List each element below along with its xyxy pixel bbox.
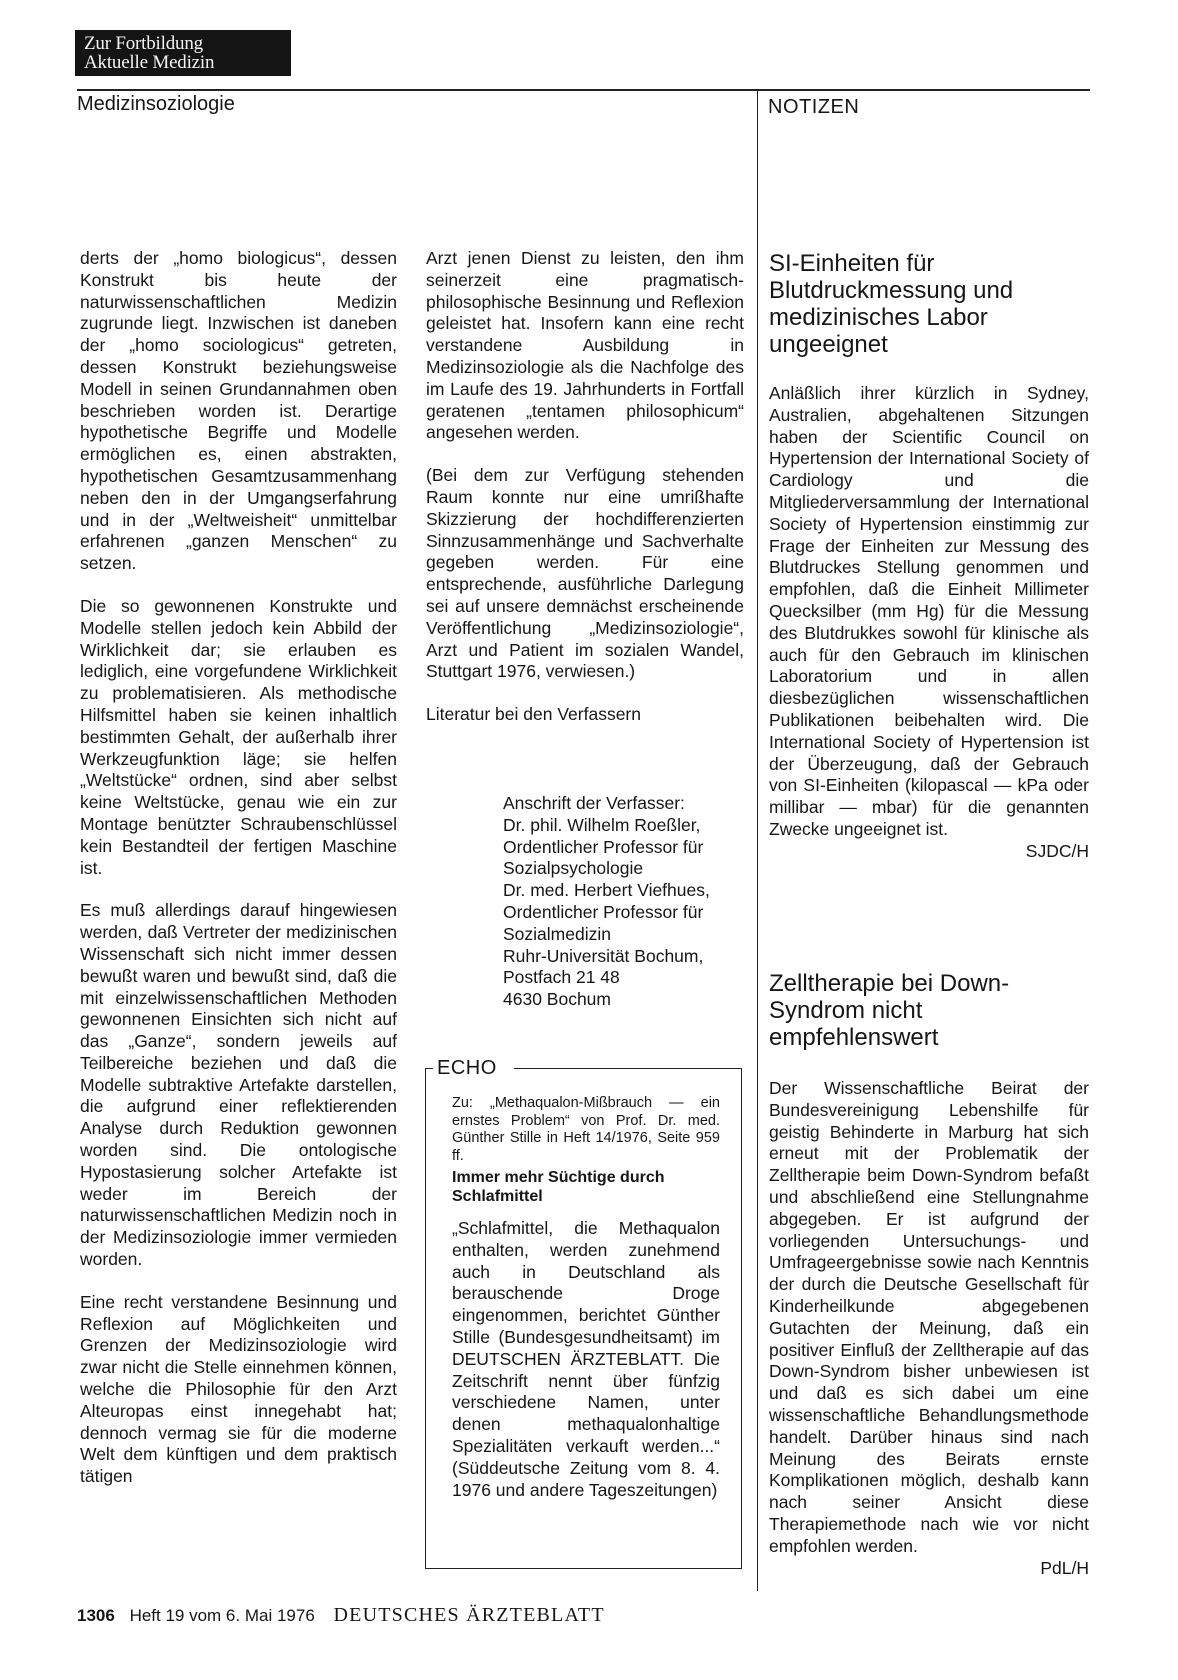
- notes-label: NOTIZEN: [768, 96, 860, 118]
- article-text: Der Wissenschaftliche Beirat der Bundesvereinigung Lebenshilfe für geistig Behinderte in Marburg hat sich erneut mit der Problematik der Zelltherapie beim Down-Syndrom befaßt und abschließend eine Stellungnahme abgegeben. Er ist aufgrund der vorliegenden Untersuchungs- und Umfrageergebnisse sowie nach Kenntnis der durch die Deutsche Gesellschaft für Kinderheilkunde abgegebenen Gutachten der Meinung, daß ein positiver Einfluß der Zelltherapie auf das Down-Syndrom bisher unbewiesen ist und daß es sich dabei um eine wissenschaftliche Behandlungsmethode handelt. Darüber hinaus sind nach Meinung des Beirats ernste Komplikationen möglich, deshalb kann nach seiner Ansicht diese Therapiemethode nach wie vor nicht empfohlen werden.: [769, 1078, 1089, 1556]
- address-line: Dr. phil. Wilhelm Roeßler,: [503, 814, 701, 835]
- address-line: Sozialmedizin: [503, 923, 611, 944]
- paragraph: Arzt jenen Dienst zu leisten, den ihm seinerzeit eine pragmatisch-philosophische Besinnung und Reflexion geleistet hat. Insofern kann eine recht verstandene Ausbildung in Medizinsoziologie als die Nachfolge des im Laufe des 19. Jahrhunderts in Fortfall geratenen „tentamen philosophicum“ angesehen werden.: [426, 248, 744, 443]
- article-headline: Zelltherapie bei Down-Syndrom nicht empfehlenswert: [769, 970, 1010, 1051]
- address-line: Ruhr-Universität Bochum,: [503, 945, 704, 966]
- echo-headline: Immer mehr Süchtige durch Schlafmittel: [452, 1169, 665, 1205]
- paragraph: Eine recht verstandene Besinnung und Reflexion auf Möglichkeiten und Grenzen der Medizinsoziologie wird zwar nicht die Stelle einnehmen können, welche die Philosophie für den Arzt Alteuropas einst innegehabt hat; dennoch vermag sie für die moderne Welt dem künftigen und dem praktisch tätigen: [80, 1291, 397, 1487]
- section-title: Medizinsoziologie: [77, 93, 235, 115]
- paragraph: derts der „homo biologicus“, dessen Konstrukt bis heute der naturwissenschaftlichen Medizin zugrunde liegt. Inzwischen ist daneben der „homo sociologicus“ getreten, dessen Konstrukt beziehungsweise Modell in seinen Grundannahmen oben beschrieben worden ist. Derartige hypothetische Begriffe und Modelle ermöglichen es, einen abstrakten, hypothetischen Gesamtzusammenhang neben den in der Umgangserfahrung und in der „Weltweisheit“ unmittelbar erfahrenen „ganzen Menschen“ zu setzen.: [80, 248, 397, 574]
- echo-box-top-rule: [514, 1068, 741, 1069]
- notes-article-2-body: [769, 1078, 1089, 1579]
- notes-article-2-title: [769, 970, 1089, 1051]
- author-address: [503, 793, 743, 1011]
- address-line: Anschrift der Verfasser:: [503, 793, 685, 813]
- article-column-1: [80, 248, 397, 1509]
- badge-line-2: Aktuelle Medizin: [84, 52, 215, 73]
- page-footer: [77, 1604, 605, 1627]
- issue-info: Heft 19 vom 6. Mai 1976: [129, 1606, 315, 1625]
- author-signature: SJDC/H: [1025, 840, 1089, 861]
- address-line: Dr. med. Herbert Viefhues,: [503, 880, 710, 901]
- paragraph: Die so gewonnenen Konstrukte und Modelle stellen jedoch kein Abbild der Wirklichkeit dar; sie erlauben es lediglich, eine vorgefundene Wirklichkeit zu problematisieren. Als methodische Hilfsmittel haben sie keinen inhaltlich bestimmten Gehalt, der außerhalb ihrer Werkzeugfunktion läge; sie helfen „Weltstücke“ ordnen, sind aber selbst keine Weltstücke, genau wie ein zur Montage benützter Schraubenschlüssel kein Bestandteil der fertigen Maschine ist.: [80, 595, 397, 878]
- address-line: Ordentlicher Professor für: [503, 901, 704, 922]
- paragraph: (Bei dem zur Verfügung stehenden Raum konnte nur eine umrißhafte Skizzierung der hochdifferenzierten Sinnzusammenhänge und Sachverhalte gegeben werden. Für eine entsprechende, ausführliche Darlegung sei auf unsere demnächst erscheinende Veröffentlichung „Medizinsoziologie“, Arzt und Patient im sozialen Wandel, Stuttgart 1976, verwiesen.): [426, 465, 744, 682]
- address-line: Sozialpsychologie: [503, 858, 644, 879]
- section-badge: [75, 30, 291, 76]
- paragraph: Es muß allerdings darauf hingewiesen werden, daß Vertreter der medizinischen Wissenschaft sich nicht immer dessen bewußt waren und bewußt sind, daß die mit einzelwissenschaftlichen Methoden gewonnenen Einsichten sich nicht auf das „Ganze“, sondern jeweils auf Teilbereiche beziehen und daß die Modelle subtraktive Artefakte darstellen, die aufgrund einer reflektierenden Analyse durch Reduktion gewonnen worden sind. Die ontologische Hypostasierung solcher Artefakte ist weder im Bereich der naturwissenschaftlichen Medizin noch in der Medizinsoziologie immer vermieden worden.: [80, 900, 397, 1270]
- echo-box-top-rule: [425, 1068, 433, 1069]
- address-line: Postfach 21 48: [503, 967, 620, 988]
- header-rule: [77, 89, 1090, 91]
- literature-note: Literatur bei den Verfassern: [426, 704, 641, 725]
- echo-body: „Schlafmittel, die Methaqualon enthalten, werden zunehmend auch in Deutschland als berauschende Droge eingenommen, berichtet Günther Stille (Bundesgesundheitsamt) im DEUTSCHEN ÄRZTEBLATT. Die Zeitschrift nennt über fünfzig verschiedene Namen, unter denen methaqualonhaltige Spezialitäten verkauft werden...“ (Süddeutsche Zeitung vom 8. 4. 1976 und andere Tageszeitungen): [452, 1218, 720, 1500]
- echo-label: ECHO: [437, 1057, 497, 1079]
- article-headline: SI-Einheiten für Blutdruckmessung und medizinisches Labor ungeeignet: [769, 250, 1014, 358]
- author-signature: PdL/H: [1040, 1557, 1089, 1578]
- notes-article-1-title: [769, 250, 1089, 358]
- badge-line-1: Zur Fortbildung: [84, 33, 203, 54]
- article-column-2: [426, 248, 744, 747]
- article-text: Anläßlich ihrer kürzlich in Sydney, Australien, abgehaltenen Sitzungen haben der Scientific Council on Hypertension der International Society of Cardiology und die Mitgliederversammlung der International Society of Hypertension einstimmig zur Frage der Einheiten zur Messung des Blutdruckes Stellung genommen und empfohlen, daß die Einheit Millimeter Quecksilber (mm Hg) für die Messung des Blutdrukkes sowohl für klinische als auch für den Gebrauch im klinischen Laboratorium und in allen diesbezüglichen wissenschaftlichen Publikationen beibehalten wird. Die International Society of Hypertension ist der Überzeugung, daß der Gebrauch von SI-Einheiten (kilopascal — kPa oder millibar — mbar) für die genannten Zwecke ungeeignet ist.: [769, 383, 1089, 839]
- address-line: 4630 Bochum: [503, 989, 611, 1010]
- address-line: Ordentlicher Professor für: [503, 836, 704, 857]
- magazine-name: DEUTSCHES ÄRZTEBLATT: [333, 1604, 605, 1626]
- column-divider: [757, 89, 758, 1591]
- page-number: 1306: [77, 1606, 115, 1625]
- echo-reference: Zu: „Methaqualon-Mißbrauch — ein ernstes Problem“ von Prof. Dr. med. Günther Stille in Heft 14/1976, Seite 959 ff.: [452, 1095, 720, 1164]
- notes-article-1-body: [769, 383, 1089, 863]
